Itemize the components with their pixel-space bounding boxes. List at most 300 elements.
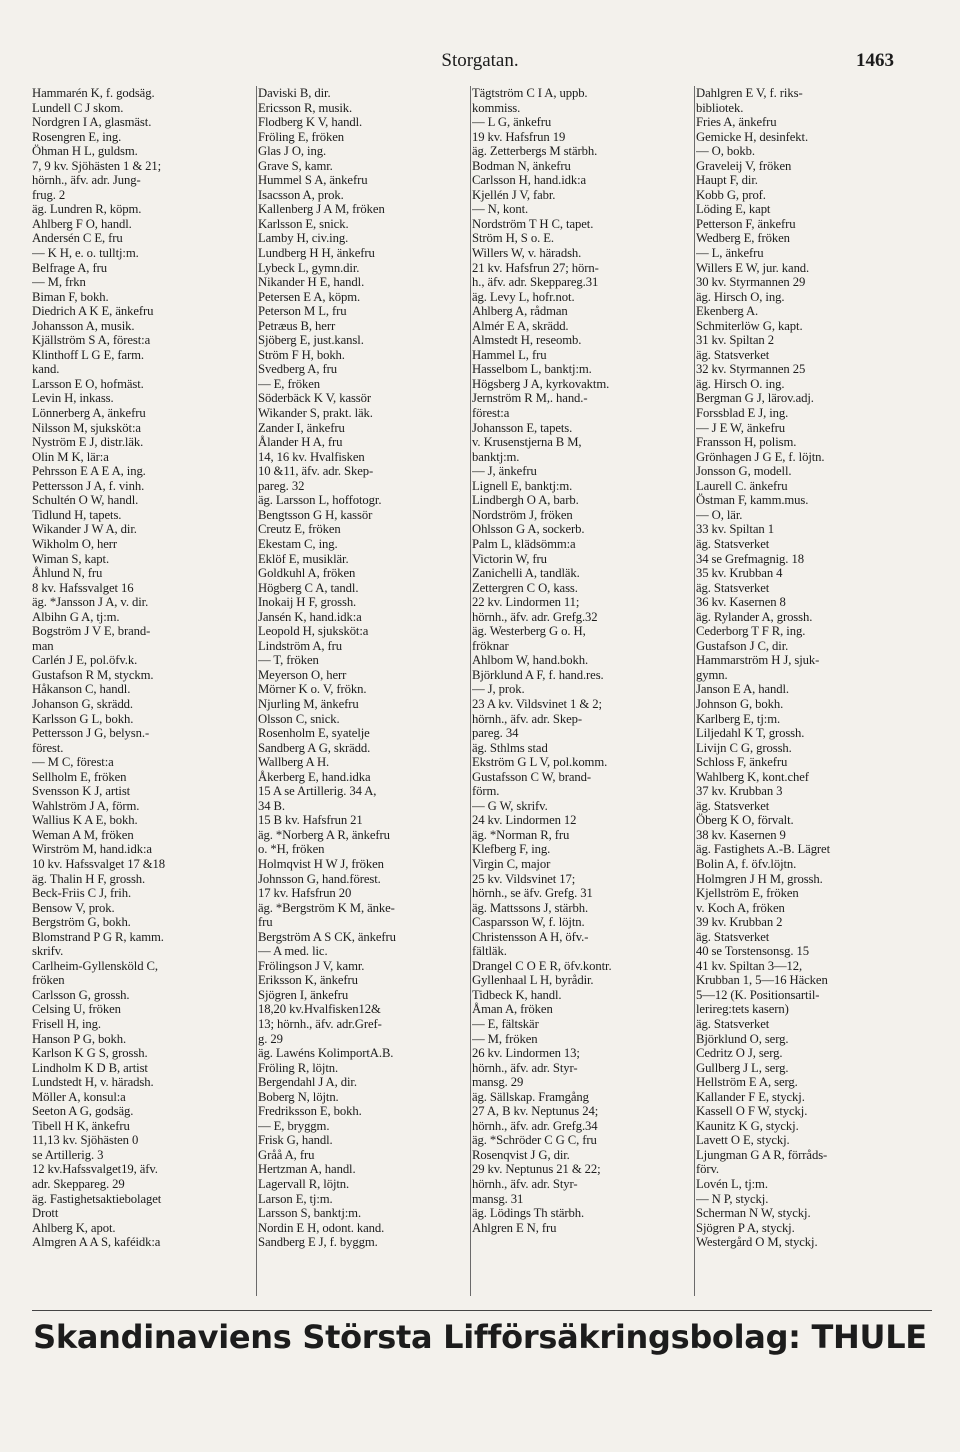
directory-entry: Larsson E O, hofmäst. <box>32 376 144 391</box>
directory-entry: Ahlberg A, rådman <box>472 304 568 319</box>
directory-entry: Drott <box>32 1206 59 1221</box>
directory-entry: Kallander F E, styckj. <box>696 1089 805 1104</box>
directory-entry: 29 kv. Neptunus 21 & 22; <box>472 1162 601 1177</box>
directory-entry: — E, fältskär <box>472 1017 539 1031</box>
directory-entry: Nordström J, fröken <box>472 507 573 522</box>
directory-entry: hörnh., äfv. adr. Grefg.34 <box>472 1118 598 1133</box>
directory-entry: kommiss. <box>472 100 521 115</box>
directory-entry: Svensson K J, artist <box>32 784 131 799</box>
directory-entry: Ahlberg K, apot. <box>32 1220 116 1235</box>
directory-entry: Johnsson G, hand.förest. <box>258 871 381 886</box>
directory-entry: — K H, e. o. tulltj:m. <box>32 246 139 261</box>
directory-entry: Johansson A, musik. <box>32 318 135 333</box>
directory-entry: Sjögren P A, styckj. <box>696 1220 795 1235</box>
directory-entry: Karlsson G L, bokh. <box>32 711 134 726</box>
directory-entry: 26 kv. Lindormen 13; <box>472 1046 580 1061</box>
directory-entry: — L, änkefru <box>696 246 764 261</box>
directory-entry: v. Koch A, fröken <box>696 900 785 915</box>
directory-entry: Sjöberg E, just.kansl. <box>258 333 364 348</box>
directory-entry: 15 A se Artillerig. 34 A, <box>258 784 377 799</box>
directory-entry: Kjällström S A, förest:a <box>32 333 151 348</box>
directory-entry: 30 kv. Styrmannen 29 <box>696 275 806 290</box>
directory-entry: 21 kv. Hafsfrun 27; hörn- <box>472 260 599 275</box>
directory-entry: h., äfv. adr. Skeppareg.31 <box>472 275 599 290</box>
directory-entry: Albihn G A, tj:m. <box>32 609 120 624</box>
directory-entry: 41 kv. Spiltan 3—12, <box>696 958 803 973</box>
directory-entry: lerireg:tets kasern) <box>696 1002 789 1017</box>
directory-entry: Carlsson H, hand.idk:a <box>472 173 587 188</box>
directory-entry: Åhlund N, fru <box>32 566 103 581</box>
directory-entry: Belfrage A, fru <box>32 260 107 275</box>
directory-entry: 10 &11, äfv. adr. Skep- <box>258 464 374 479</box>
directory-entry: Flodberg K V, handl. <box>258 115 363 130</box>
directory-entry: Bodman N, änkefru <box>472 158 571 173</box>
directory-entry: Tägtström C I A, uppb. <box>472 86 588 100</box>
directory-entry: Frölingson J V, kamr. <box>258 958 365 973</box>
directory-entry: Peterson M L, fru <box>258 304 347 319</box>
directory-entry: Wirström M, hand.idk:a <box>32 842 152 857</box>
directory-entry: Tidbeck K, handl. <box>472 987 562 1002</box>
footer-rule <box>32 1310 932 1311</box>
directory-entry: adr. Skeppareg. 29 <box>32 1177 125 1192</box>
directory-entry: Tibell H K, änkefru <box>32 1118 130 1133</box>
directory-entry: Petersen E A, köpm. <box>258 289 361 304</box>
directory-entry: Ström H, S o. E. <box>472 231 554 246</box>
directory-entry: Pettersson J G, belysn.- <box>32 726 150 741</box>
directory-entry: Bengtsson G H, kassör <box>258 507 373 522</box>
directory-entry: Lavett O E, styckj. <box>696 1133 790 1148</box>
directory-entry: fru <box>258 915 273 930</box>
directory-entry: Krubban 1, 5—16 Häcken <box>696 973 828 988</box>
directory-entry: 34 se Grefmagnig. 18 <box>696 551 804 566</box>
directory-entry: äg. Sällskap. Framgång <box>472 1089 589 1104</box>
directory-entry: Kassell O F W, styckj. <box>696 1104 808 1119</box>
directory-entry: gymn. <box>696 667 728 682</box>
directory-entry: Virgin C, major <box>472 856 551 871</box>
directory-entry: — E, bryggm. <box>258 1118 330 1133</box>
directory-entry: Hammarström H J, sjuk- <box>696 653 820 668</box>
directory-entry: Pettersson J A, f. vinh. <box>32 478 145 493</box>
directory-entry: Janson E A, handl. <box>696 682 789 697</box>
directory-entry: Nyström E J, distr.läk. <box>32 435 144 450</box>
directory-entry: Goldkuhl A, fröken <box>258 566 356 581</box>
directory-entry: Grönhagen J G E, f. löjtn. <box>696 449 825 464</box>
directory-entry: — M C, förest:a <box>32 755 114 770</box>
directory-entry: Hummel S A, änkefru <box>258 173 368 188</box>
directory-entry: 14, 16 kv. Hvalfisken <box>258 449 365 464</box>
directory-entry: Karlsson E, snick. <box>258 216 349 231</box>
directory-entry: Hellström E A, serg. <box>696 1075 798 1090</box>
directory-entry: äg. Lawéns KolimportA.B. <box>258 1046 394 1061</box>
directory-entry: Willers W, v. häradsh. <box>472 246 582 261</box>
directory-entry: Tidlund H, tapets. <box>32 507 122 522</box>
directory-entry: 34 B. <box>258 798 285 813</box>
directory-entry: Graveleij V, fröken <box>696 158 792 173</box>
directory-entry: Lagervall R, löjtn. <box>258 1177 350 1192</box>
directory-entry: Lundell C J skom. <box>32 100 124 115</box>
directory-entry: Almstedt H, reseomb. <box>472 333 582 348</box>
directory-entry: Hertzman A, handl. <box>258 1162 356 1177</box>
column-1 <box>32 86 254 1308</box>
directory-entry: Karlberg E, tj:m. <box>696 711 781 726</box>
directory-entry: Celsing U, fröken <box>32 1002 121 1017</box>
directory-entry: Almér E A, skrädd. <box>472 318 569 333</box>
directory-entry: Kjellström E, fröken <box>696 886 799 901</box>
directory-entry: Håkanson C, handl. <box>32 682 131 697</box>
directory-entry: — M, fröken <box>472 1031 538 1046</box>
directory-entry: Löding E, kapt <box>696 202 771 217</box>
column-3 <box>472 86 692 1308</box>
directory-entry: Östman F, kamm.mus. <box>696 493 809 508</box>
directory-entry: Biman F, bokh. <box>32 289 109 304</box>
directory-entry: Fransson H, polism. <box>696 435 797 450</box>
directory-entry: Kallenberg J A M, fröken <box>258 202 385 217</box>
directory-entry: Hammel L, fru <box>472 347 547 362</box>
directory-entry: Rosengren E, ing. <box>32 129 122 144</box>
directory-entry: Inokaij H F, grossh. <box>258 595 357 610</box>
directory-entry: skrifv. <box>32 944 64 959</box>
directory-entry: 36 kv. Kasernen 8 <box>696 595 786 610</box>
directory-entry: Eklöf E, musiklär. <box>258 551 349 566</box>
directory-entry: Gustafsson C W, brand- <box>472 769 592 784</box>
directory-entry: Kjellén J V, fabr. <box>472 187 556 202</box>
column-divider <box>470 86 471 1296</box>
directory-entry: fröken <box>32 973 65 988</box>
directory-entry: Palm L, klädsömm:a <box>472 536 576 551</box>
directory-entry: 11,13 kv. Sjöhästen 0 <box>32 1133 139 1148</box>
directory-entry: 32 kv. Styrmannen 25 <box>696 362 806 377</box>
directory-entry: — J E W, änkefru <box>696 420 785 435</box>
directory-entry: Nikander H E, handl. <box>258 275 365 290</box>
directory-entry: äg. Hirsch O, ing. <box>696 289 785 304</box>
directory-entry: Dahlgren E V, f. riks- <box>696 86 803 100</box>
directory-entry: Sandberg E J, f. byggm. <box>258 1235 378 1250</box>
directory-entry: 13; hörnh., äfv. adr.Gref- <box>258 1017 382 1031</box>
directory-entry: Levin H, inkass. <box>32 391 114 406</box>
directory-entry: äg. Sthlms stad <box>472 740 548 755</box>
directory-entry: Karlson K G S, grossh. <box>32 1046 148 1061</box>
directory-entry: 7, 9 kv. Sjöhästen 1 & 21; <box>32 158 162 173</box>
directory-entry: Bogström J V E, brand- <box>32 624 151 639</box>
directory-entry: Öberg K O, förvalt. <box>696 813 794 828</box>
directory-entry: Ljungman G A R, förråds- <box>696 1147 828 1162</box>
directory-entry: Westergård O M, styckj. <box>696 1235 818 1250</box>
column-divider <box>694 86 695 1296</box>
directory-entry: äg. *Jansson J A, v. dir. <box>32 595 149 610</box>
directory-entry: Beck-Friis C J, frih. <box>32 886 132 901</box>
directory-entry: g. 29 <box>258 1031 283 1046</box>
directory-entry: Lindbergh O A, barb. <box>472 493 579 508</box>
directory-entry: äg. Lödings Th stärbh. <box>472 1206 585 1221</box>
directory-entry: Schloss F, änkefru <box>696 755 788 770</box>
directory-entry: Öhman H L, guldsm. <box>32 144 138 159</box>
directory-entry: Klinthoff L G E, farm. <box>32 347 144 362</box>
directory-entry: pareg. 34 <box>472 726 519 741</box>
directory-entry: Gemicke H, desinfekt. <box>696 129 809 144</box>
directory-entry: Lundberg H H, änkefru <box>258 246 375 261</box>
directory-entry: Fröling R, löjtn. <box>258 1060 339 1075</box>
directory-entry: äg. *Norberg A R, änkefru <box>258 827 390 842</box>
directory-entry: Gustafson R M, styckm. <box>32 667 154 682</box>
directory-entry: Johansson E, tapets. <box>472 420 573 435</box>
directory-entry: Ålander H A, fru <box>258 435 343 450</box>
directory-entry: förest. <box>32 740 64 755</box>
directory-entry: Cederborg T F R, ing. <box>696 624 806 639</box>
directory-entry: 15 B kv. Hafsfrun 21 <box>258 813 363 828</box>
directory-entry: Nordström T H C, tapet. <box>472 216 594 231</box>
directory-entry: Willers E W, jur. kand. <box>696 260 810 275</box>
directory-entry: Jernström R M,. hand.- <box>472 391 588 406</box>
directory-entry: Bensow V, prok. <box>32 900 115 915</box>
directory-entry: Högsberg J A, kyrkovaktm. <box>472 376 610 391</box>
directory-entry: Wikander S, prakt. läk. <box>258 406 373 421</box>
directory-entry: Carlén J E, pol.öfv.k. <box>32 653 138 668</box>
directory-entry: Lovén L, tj:m. <box>696 1177 768 1192</box>
directory-entry: 31 kv. Spiltan 2 <box>696 333 774 348</box>
page-number: 1463 <box>856 50 894 71</box>
directory-entry: Weman A M, fröken <box>32 827 134 842</box>
directory-entry: Ahlbom W, hand.bokh. <box>472 653 589 668</box>
directory-entry: Zettergren C O, kass. <box>472 580 578 595</box>
directory-entry: Rosenholm E, syatelje <box>258 726 370 741</box>
directory-entry: Björklund A F, f. hand.res. <box>472 667 604 682</box>
directory-entry: Cedritz O J, serg. <box>696 1046 783 1061</box>
directory-entry: — O, lär. <box>696 507 743 522</box>
directory-entry: Bolin A, f. öfv.löjtn. <box>696 856 797 871</box>
directory-entry: 10 kv. Hafssvalget 17 &18 <box>32 856 166 871</box>
directory-entry: förest:a <box>472 406 510 421</box>
directory-entry: Lundstedt H, v. häradsh. <box>32 1075 154 1090</box>
directory-entry: äg. Larsson L, hoffotogr. <box>258 493 382 508</box>
directory-entry: hörnh., äfv. adr. Jung- <box>32 173 141 188</box>
directory-entry: banktj:m. <box>472 449 520 464</box>
directory-entry: Bergström A S CK, änkefru <box>258 929 396 944</box>
directory-entry: — L G, änkefru <box>472 115 552 130</box>
directory-entry: mansg. 31 <box>472 1191 524 1206</box>
directory-entry: 17 kv. Hafsfrun 20 <box>258 886 352 901</box>
directory-entry: Lybeck L, gymn.dir. <box>258 260 360 275</box>
directory-entry: Eriksson K, änkefru <box>258 973 358 988</box>
directory-entry: 39 kv. Krubban 2 <box>696 915 783 930</box>
directory-entry: äg. Rylander A, grossh. <box>696 609 813 624</box>
directory-entry: Creutz E, fröken <box>258 522 341 537</box>
directory-entry: Boberg N, löjtn. <box>258 1089 339 1104</box>
directory-entry: fältläk. <box>472 944 507 959</box>
directory-entry: Ekestam C, ing. <box>258 536 338 551</box>
directory-entry: Carlheim-Gyllensköld C, <box>32 958 158 973</box>
directory-entry: Olsson C, snick. <box>258 711 340 726</box>
directory-entry: Bergström G, bokh. <box>32 915 131 930</box>
directory-entry: 23 A kv. Vildsvinet 1 & 2; <box>472 696 602 711</box>
directory-entry: Frisk G, handl. <box>258 1133 333 1148</box>
directory-entry: man <box>32 638 54 653</box>
directory-entry: äg. *Norman R, fru <box>472 827 570 842</box>
directory-entry: Johanson G, skrädd. <box>32 696 134 711</box>
directory-entry: 24 kv. Lindormen 12 <box>472 813 577 828</box>
directory-entry: Forssblad E J, ing. <box>696 406 789 421</box>
directory-entry: Petræus B, herr <box>258 318 336 333</box>
directory-entry: Ekström G L V, pol.komm. <box>472 755 608 770</box>
directory-entry: Wallius K A E, bokh. <box>32 813 138 828</box>
directory-entry: Åkerberg E, hand.idka <box>258 769 371 784</box>
directory-entry: äg. Westerberg G o. H, <box>472 624 586 639</box>
directory-entry: äg. Statsverket <box>696 580 770 595</box>
directory-entry: förv. <box>696 1162 719 1177</box>
directory-entry: Njurling M, änkefru <box>258 696 359 711</box>
directory-entry: Hammarén K, f. godsäg. <box>32 86 155 100</box>
directory-entry: Kaunitz K G, styckj. <box>696 1118 799 1133</box>
directory-entry: Jonsson G, modell. <box>696 464 792 479</box>
advertisement-banner: Skandinaviens Största Lifförsäkringsbolag: THULE <box>33 1318 927 1356</box>
directory-entry: äg. Lundren R, köpm. <box>32 202 142 217</box>
directory-entry: Svedberg A, fru <box>258 362 337 377</box>
directory-entry: Holmgren J H M, grossh. <box>696 871 823 886</box>
directory-entry: bibliotek. <box>696 100 744 115</box>
directory-entry: Meyerson O, herr <box>258 667 347 682</box>
directory-entry: Mörner K o. V, frökn. <box>258 682 367 697</box>
directory-entry: äg. Thalin H F, grossh. <box>32 871 146 886</box>
directory-entry: Söderbäck K V, kassör <box>258 391 372 406</box>
directory-entry: hörnh., äfv. adr. Grefg.32 <box>472 609 598 624</box>
directory-entry: förm. <box>472 784 500 799</box>
directory-entry: Schmiterlöw G, kapt. <box>696 318 803 333</box>
directory-entry: Andersén C E, fru <box>32 231 123 246</box>
directory-entry: 35 kv. Krubban 4 <box>696 566 783 581</box>
directory-entry: Wedberg E, fröken <box>696 231 790 246</box>
directory-entry: Zanichelli A, tandläk. <box>472 566 580 581</box>
directory-entry: Petterson F, änkefru <box>696 216 796 231</box>
directory-entry: Ahlberg F O, handl. <box>32 216 132 231</box>
directory-entry: Leopold H, sjuksköt:a <box>258 624 369 639</box>
directory-entry: 8 kv. Hafssvalget 16 <box>32 580 134 595</box>
directory-entry: — O, bokb. <box>696 144 755 159</box>
directory-entry: Hasselbom L, banktj:m. <box>472 362 592 377</box>
directory-entry: 27 A, B kv. Neptunus 24; <box>472 1104 599 1119</box>
directory-entry: Daviski B, dir. <box>258 86 331 100</box>
directory-entry: Wikholm O, herr <box>32 536 118 551</box>
directory-entry: 18,20 kv.Hvalfisken12& <box>258 1002 381 1017</box>
directory-entry: Wikander J W A, dir. <box>32 522 137 537</box>
directory-entry: 38 kv. Kasernen 9 <box>696 827 786 842</box>
directory-entry: Blomstrand P G R, kamm. <box>32 929 164 944</box>
directory-entry: kand. <box>32 362 60 377</box>
directory-entry: Wahlström J A, förm. <box>32 798 140 813</box>
directory-entry: Victorin W, fru <box>472 551 547 566</box>
directory-entry: Johnson G, bokh. <box>696 696 784 711</box>
directory-entry: hörnh., äfv. adr. Skep- <box>472 711 582 726</box>
directory-entry: äg. Statsverket <box>696 1017 770 1031</box>
directory-entry: 40 se Torstensonsg. 15 <box>696 944 809 959</box>
directory-entry: Frisell H, ing. <box>32 1017 101 1031</box>
directory-entry: o. *H, fröken <box>258 842 325 857</box>
directory-entry: Haupt F, dir. <box>696 173 758 188</box>
directory-entry: Grave S, kamr. <box>258 158 333 173</box>
directory-entry: äg. Fastighetsaktiebolaget <box>32 1191 162 1206</box>
directory-entry: 37 kv. Krubban 3 <box>696 784 783 799</box>
directory-entry: Wahlberg K, kont.chef <box>696 769 809 784</box>
directory-entry: Scherman N W, styckj. <box>696 1206 811 1221</box>
directory-entry: — G W, skrifv. <box>472 798 548 813</box>
directory-entry: — M, frkn <box>32 275 86 290</box>
column-4 <box>696 86 932 1308</box>
directory-entry: 25 kv. Vildsvinet 17; <box>472 871 576 886</box>
directory-entry: Björklund O, serg. <box>696 1031 789 1046</box>
directory-entry: Klefberg F, ing. <box>472 842 551 857</box>
directory-entry: Isacsson A, prok. <box>258 187 344 202</box>
directory-entry: — T, fröken <box>258 653 319 668</box>
directory-entry: Zander I, änkefru <box>258 420 345 435</box>
directory-entry: Sellholm E, fröken <box>32 769 127 784</box>
directory-entry: Liljedahl K T, grossh. <box>696 726 805 741</box>
directory-entry: 5—12 (K. Positionsartil- <box>696 987 820 1002</box>
directory-entry: Gustafson J C, dir. <box>696 638 789 653</box>
directory-entry: Lönnerberg A, änkefru <box>32 406 146 421</box>
directory-entry: Seeton A G, godsäg. <box>32 1104 134 1119</box>
directory-entry: Hanson P G, bokh. <box>32 1031 127 1046</box>
directory-entry: Gyllenhaal L H, byrådir. <box>472 973 594 988</box>
directory-entry: Ohlsson G A, sockerb. <box>472 522 585 537</box>
street-title: Storgatan. <box>441 50 519 71</box>
directory-entry: 33 kv. Spiltan 1 <box>696 522 774 537</box>
directory-columns <box>32 86 932 1308</box>
directory-entry: Christensson A H, öfv.- <box>472 929 589 944</box>
directory-entry: Möller A, konsul:a <box>32 1089 126 1104</box>
directory-entry: Fröling E, fröken <box>258 129 345 144</box>
directory-entry: Bergman G J, lärov.adj. <box>696 391 814 406</box>
directory-entry: frug. 2 <box>32 187 66 202</box>
directory-entry: Laurell C. änkefru <box>696 478 788 493</box>
directory-entry: Nordin E H, odont. kand. <box>258 1220 385 1235</box>
directory-entry: Lamby H, civ.ing. <box>258 231 349 246</box>
directory-entry: Jansén K, hand.idk:a <box>258 609 362 624</box>
directory-entry: v. Krusenstjerna B M, <box>472 435 582 450</box>
directory-entry: Diedrich A K E, änkefru <box>32 304 154 319</box>
directory-entry: Casparsson W, f. löjtn. <box>472 915 585 930</box>
directory-entry: — J, prok. <box>472 682 525 697</box>
directory-entry: Lindholm K D B, artist <box>32 1060 148 1075</box>
directory-entry: hörnh., se äfv. Grefg. 31 <box>472 886 593 901</box>
directory-entry: äg. *Bergström K M, änke- <box>258 900 395 915</box>
directory-entry: 19 kv. Hafsfrun 19 <box>472 129 566 144</box>
directory-entry: äg. Statsverket <box>696 929 770 944</box>
directory-entry: 12 kv.Hafssvalget19, äfv. <box>32 1162 158 1177</box>
directory-entry: Larsson S, banktj:m. <box>258 1206 362 1221</box>
directory-entry: Lignell E, banktj:m. <box>472 478 573 493</box>
directory-entry: Livijn C G, grossh. <box>696 740 792 755</box>
directory-entry: Ericsson R, musik. <box>258 100 353 115</box>
directory-entry: äg. Statsverket <box>696 347 770 362</box>
directory-entry: äg. Statsverket <box>696 798 770 813</box>
directory-entry: äg. Hirsch O. ing. <box>696 376 785 391</box>
directory-entry: Bergendahl J A, dir. <box>258 1075 357 1090</box>
directory-entry: — E, fröken <box>258 376 320 391</box>
directory-entry: Almgren A A S, kaféidk:a <box>32 1235 161 1250</box>
directory-entry: Sandberg A G, skrädd. <box>258 740 371 755</box>
directory-entry: hörnh., äfv. adr. Styr- <box>472 1060 578 1075</box>
directory-entry: — A med. lic. <box>258 944 328 959</box>
directory-entry: Rosenqvist J G, dir. <box>472 1147 570 1162</box>
page-header <box>0 50 960 80</box>
column-2 <box>258 86 468 1308</box>
directory-entry: Glas J O, ing. <box>258 144 327 159</box>
directory-entry: Drangel C O E R, öfv.kontr. <box>472 958 612 973</box>
directory-entry: äg. Levy L, hofr.not. <box>472 289 575 304</box>
directory-entry: Gråå A, fru <box>258 1147 315 1162</box>
directory-entry: Olin M K, lär:a <box>32 449 109 464</box>
directory-entry: pareg. 32 <box>258 478 305 493</box>
directory-entry: Gullberg J L, serg. <box>696 1060 789 1075</box>
directory-entry: Carlsson G, grossh. <box>32 987 130 1002</box>
